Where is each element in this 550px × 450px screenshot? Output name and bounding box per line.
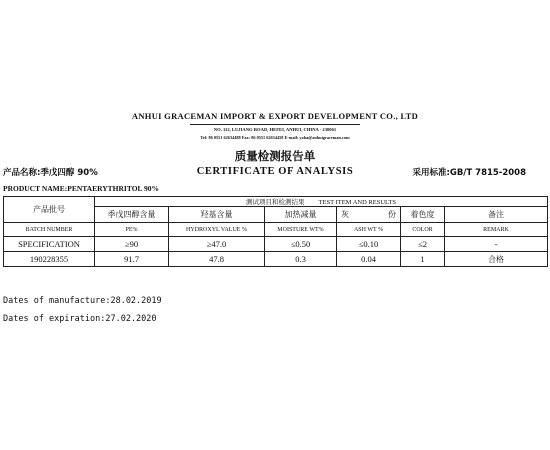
table-cell: 合格 (445, 252, 548, 267)
table-cell: 47.8 (169, 252, 265, 267)
ash-label-a: 灰 (341, 210, 349, 219)
table-cell: ≤0.10 (337, 237, 401, 252)
result-row (4, 252, 548, 267)
manufacture-date: Dates of manufacture:28.02.2019 (3, 296, 162, 306)
table-cell: ≤0.50 (265, 237, 337, 252)
col-hydroxyl-en: HYDROXYL VALUE % (169, 223, 265, 237)
table-cell: SPECIFICATION (4, 237, 95, 252)
table-cell: 190228355 (4, 252, 95, 267)
header-divider (190, 124, 360, 125)
standard-reference: 采用标准:GB/T 7815-2008 (412, 168, 526, 178)
col-color-cn: 着色度 (401, 207, 445, 223)
col-remark-cn: 备注 (445, 207, 548, 223)
table-cell: 91.7 (95, 252, 169, 267)
col-pe-en: PE% (95, 223, 169, 237)
col-hydroxyl-cn: 羟基含量 (169, 207, 265, 223)
test-items-header (95, 197, 548, 207)
table-cell: ≤2 (401, 237, 445, 252)
table-cell: 0.04 (337, 252, 401, 267)
test-header-cn: 测试项目和检测结果 (246, 198, 305, 206)
test-header-en: TEST ITEM AND RESULTS (318, 199, 396, 206)
company-address: NO. 112, LUJIANG ROAD, HEFEI, ANHUI, CHINA - 230061 (213, 127, 337, 132)
product-name-chinese: 产品名称:季戊四醇 90% (3, 168, 98, 178)
col-ash-cn (337, 207, 401, 223)
table-cell: - (445, 237, 548, 252)
batch-header-cn: 产品批号 (4, 197, 95, 223)
col-batch-en: BATCH NUMBER (4, 223, 95, 237)
table-cell: ≥47.0 (169, 237, 265, 252)
title-english: CERTIFICATE OF ANALYSIS (196, 166, 354, 177)
table-cell: 1 (401, 252, 445, 267)
company-name: ANHUI GRACEMAN IMPORT & EXPORT DEVELOPMENT CO., LTD (131, 111, 419, 121)
table-row (4, 223, 548, 237)
table-cell: 0.3 (265, 252, 337, 267)
company-contact: Tel: 86 0551 62634488 Fax: 86 0551 62634458 E-mail: yaba@anhuigraceman.com (200, 135, 350, 140)
ash-label-b: 份 (388, 210, 396, 219)
product-name-english: PRODUCT NAME:PENTAERYTHRITOL 90% (3, 184, 160, 193)
col-color-en: COLOR (401, 223, 445, 237)
expiration-date: Dates of expiration:27.02.2020 (3, 314, 157, 324)
col-moisture-cn: 加热减量 (265, 207, 337, 223)
specification-row (4, 237, 548, 252)
col-remark-en: REMARK (445, 223, 548, 237)
title-chinese: 质量检测报告单 (234, 149, 316, 163)
col-moisture-en: MOISTURE WT% (265, 223, 337, 237)
col-ash-en: ASH WT % (337, 223, 401, 237)
col-pe-cn: 季戊四醇含量 (95, 207, 169, 223)
analysis-table (3, 196, 548, 267)
table-cell: ≥90 (95, 237, 169, 252)
